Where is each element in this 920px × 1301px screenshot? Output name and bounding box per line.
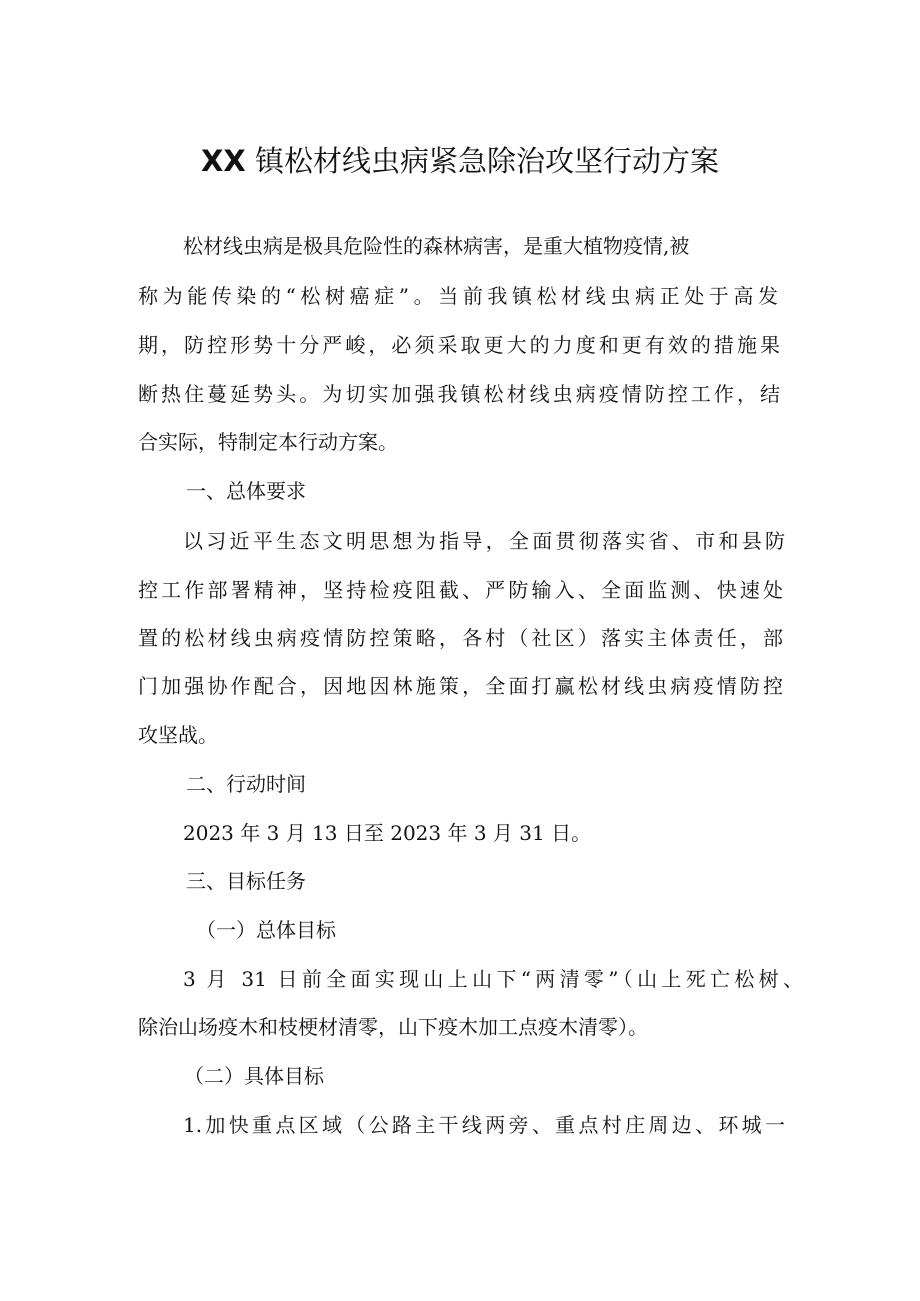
paragraph-line: 称为能传染的“松树癌症”。当前我镇松材线虫病正处于高发 <box>138 284 778 308</box>
subsection-heading: （二）具体目标 <box>184 1064 324 1088</box>
subsection-heading: （一）总体目标 <box>196 918 336 942</box>
paragraph-line: 控工作部署精神，坚持检疫阻截、严防输入、全面监测、快速处 <box>138 578 783 602</box>
paragraph-line: 3 月 31 日前全面实现山上山下“两清零”（山上死亡松树、 <box>183 967 803 991</box>
section-heading: 一、总体要求 <box>186 479 306 503</box>
paragraph-line: 以习近平生态文明思想为指导，全面贯彻落实省、市和县防 <box>183 529 785 553</box>
paragraph-line: 攻坚战。 <box>138 723 218 747</box>
title-main: 镇松材线虫病紧急除治攻坚行动方案 <box>254 144 719 178</box>
paragraph-line: 除治山场疫木和枝梗材清零，山下疫木加工点疫木清零）。 <box>138 1015 648 1039</box>
paragraph-line: 断热住蔓延势头。为切实加强我镇松材线虫病疫情防控工作，结 <box>138 382 780 406</box>
title-prefix: XX <box>201 144 246 178</box>
paragraph-line: 合实际，特制定本行动方案。 <box>138 430 398 454</box>
section-heading: 三、目标任务 <box>186 869 306 893</box>
document-title <box>0 139 920 183</box>
paragraph-line: 松材线虫病是极具危险性的森林病害，是重大植物疫情,被 <box>183 234 690 258</box>
paragraph-line: 2023 年 3 月 13 日至 2023 年 3 月 31 日。 <box>183 821 592 845</box>
paragraph-line: 1.加快重点区域（公路主干线两旁、重点村庄周边、环城一 <box>183 1113 785 1137</box>
paragraph-line: 期，防控形势十分严峻，必须采取更大的力度和更有效的措施果 <box>138 333 780 357</box>
paragraph-line: 门加强协作配合，因地因林施策，全面打赢松材线虫病疫情防控 <box>138 674 783 698</box>
section-heading: 二、行动时间 <box>186 772 306 796</box>
paragraph-line: 置的松材线虫病疫情防控策略，各村（社区）落实主体责任，部 <box>138 626 783 650</box>
